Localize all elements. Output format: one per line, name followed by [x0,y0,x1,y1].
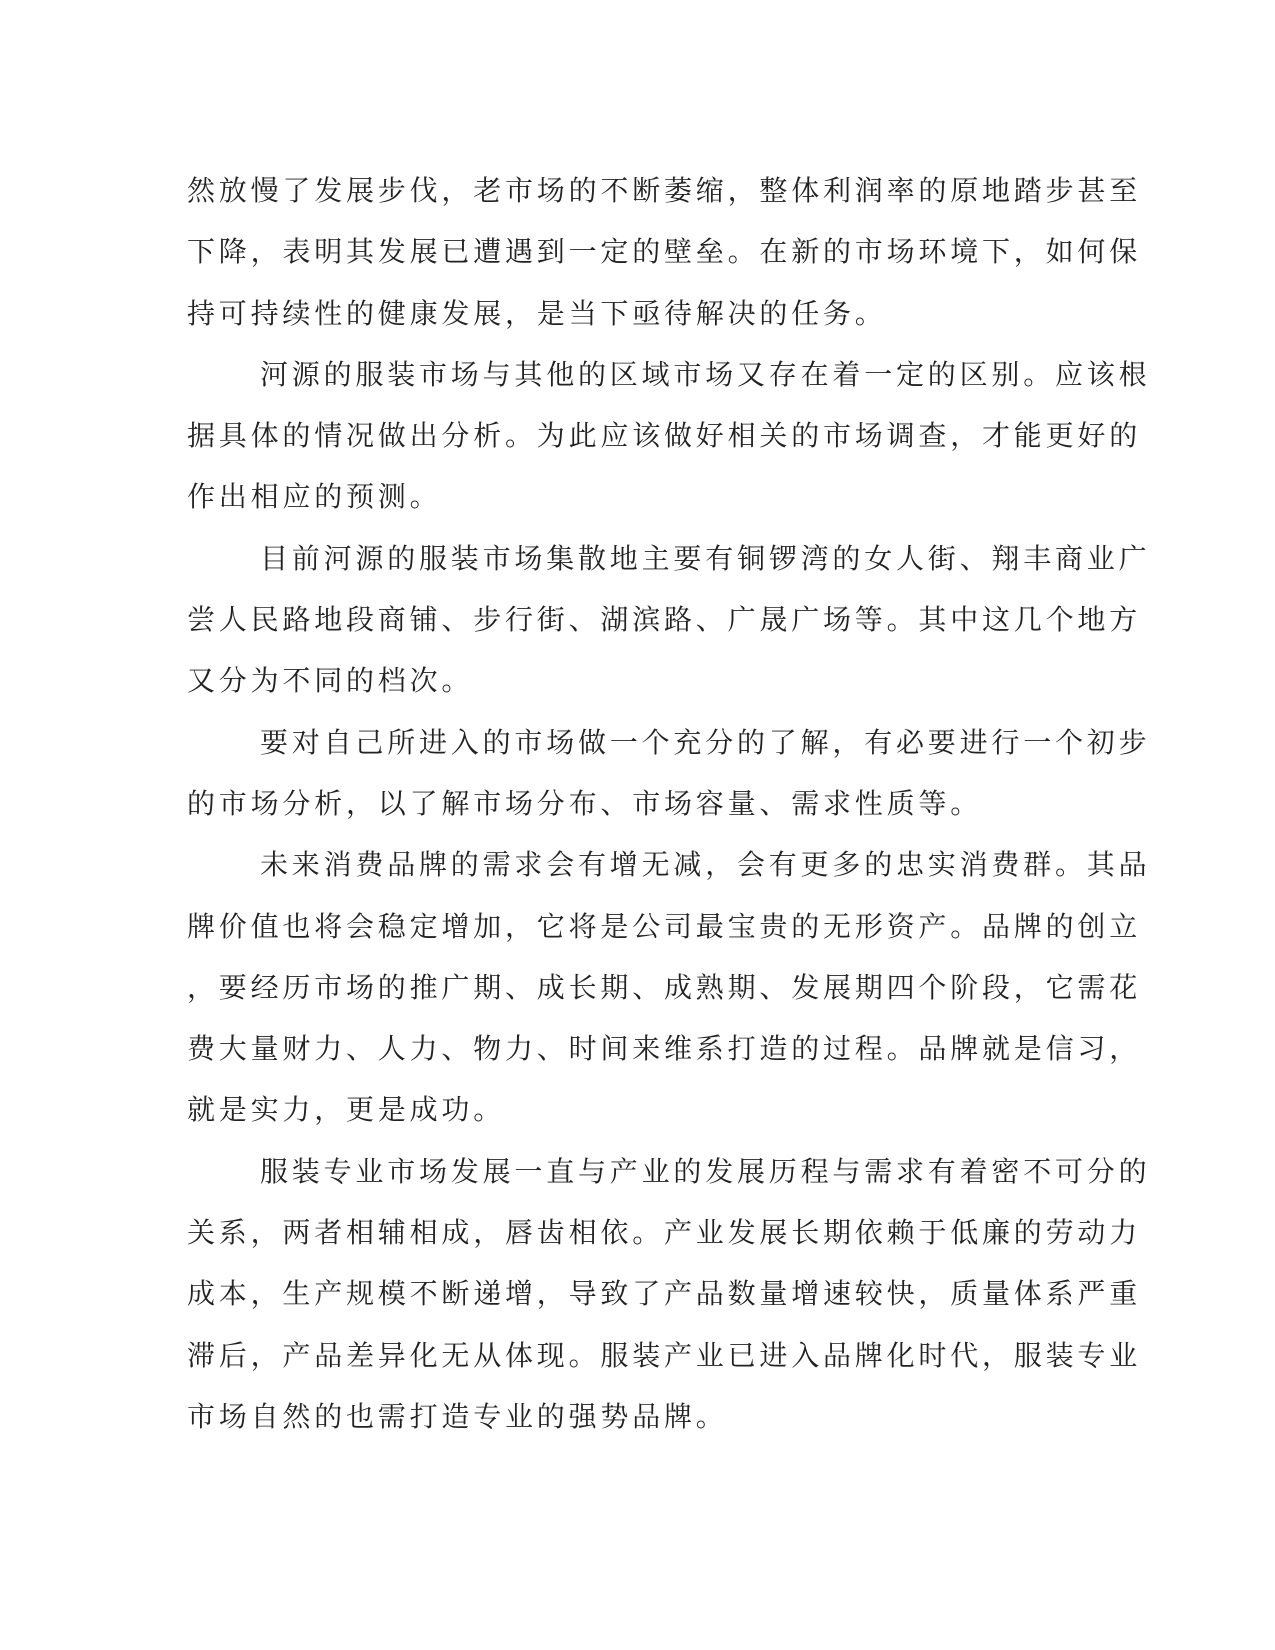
text-line: 目前河源的服装市场集散地主要有铜锣湾的女人街、翔丰商业广 [260,541,1151,575]
text-line: 滞后，产品差异化无从体现。服装产业已进入品牌化时代，服装专业 [187,1338,1142,1372]
text-line: 下降，表明其发展已遭遇到一定的壁垒。在新的市场环境下，如何保 [187,235,1142,269]
paragraph-6 [187,1141,1151,1447]
text-line: 关系，两者相辅相成，唇齿相依。产业发展长期依赖于低廉的劳动力 [187,1216,1142,1250]
text-line: 要对自己所进入的市场做一个充分的了解，有必要进行一个初步 [260,725,1151,759]
text-line: 持可持续性的健康发展，是当下亟待解决的任务。 [187,296,887,330]
text-line: 费大量财力、人力、物力、时间来维系打造的过程。品牌就是信习， [187,1032,1142,1066]
text-line: 尝人民路地段商铺、步行街、湖滨路、广晟广场等。其中这几个地方 [187,603,1142,637]
paragraph-5 [187,834,1151,1140]
text-line: 就是实力，更是成功。 [187,1093,506,1127]
text-line: 作出相应的预测。 [187,480,442,514]
text-line: 的市场分析，以了解市场分布、市场容量、需求性质等。 [187,786,983,820]
text-line: 服装专业市场发展一直与产业的发展历程与需求有着密不可分的 [260,1154,1151,1188]
paragraph-1 [187,160,1142,344]
text-line: 又分为不同的档次。 [187,664,474,698]
text-line: 市场自然的也需打造专业的强势品牌。 [187,1399,728,1433]
body-text [187,160,1151,1447]
text-line: 成本，生产规模不断递增，导致了产品数量增速较快，质量体系严重 [187,1277,1142,1311]
paragraph-2 [187,344,1151,528]
text-line: 河源的服装市场与其他的区域市场又存在着一定的区别。应该根 [260,357,1151,391]
paragraph-3 [187,528,1151,712]
text-line: 据具体的情况做出分析。为此应该做好相关的市场调查，才能更好的 [187,419,1142,453]
text-line: 牌价值也将会稳定增加，它将是公司最宝贵的无形资产。品牌的创立 [187,909,1142,943]
paragraph-4 [187,712,1151,835]
text-line: 未来消费品牌的需求会有增无减，会有更多的忠实消费群。其品 [260,848,1151,882]
text-line: ，要经历市场的推广期、成长期、成熟期、发展期四个阶段，它需花 [187,970,1142,1004]
text-line: 然放慢了发展步伐，老市场的不断萎缩，整体利润率的原地踏步甚至 [187,174,1142,207]
